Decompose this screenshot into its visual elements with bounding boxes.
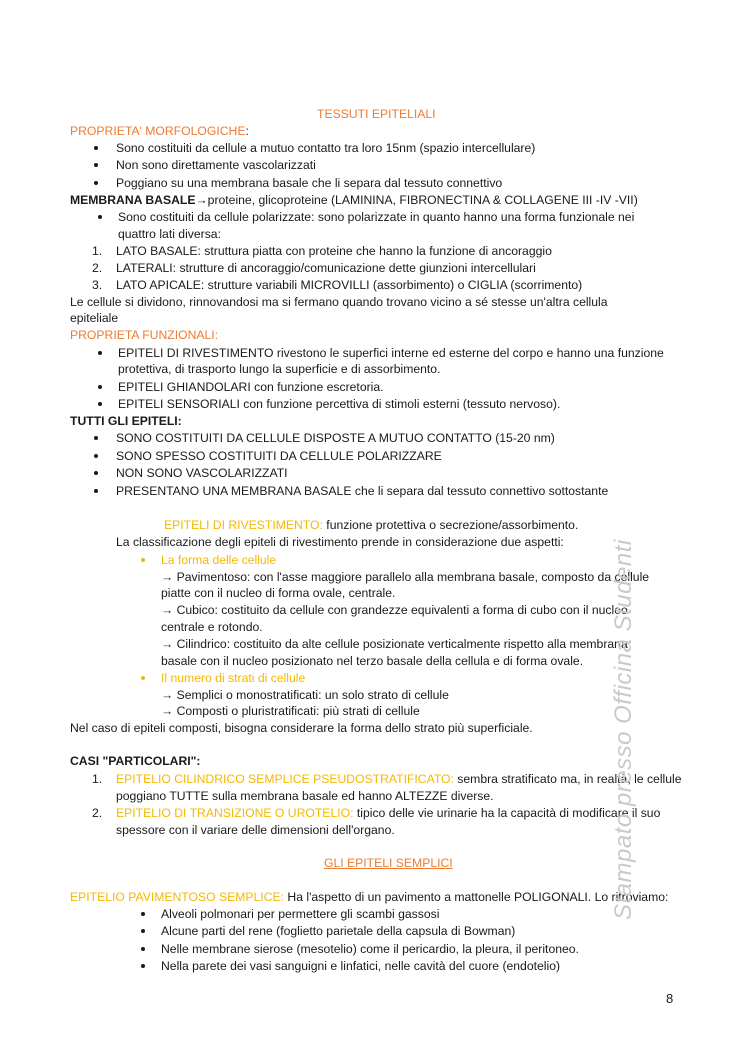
list-item-continued: quattro lati diversa:: [118, 227, 221, 241]
list-item: PRESENTANO UNA MEMBRANA BASALE che li separa dal tessuto connettivo sottostante: [116, 484, 609, 498]
rivest-heading-line: [164, 517, 578, 533]
bullet-icon: [94, 489, 98, 493]
casi-item: [116, 771, 682, 787]
membrana-line: [70, 192, 638, 208]
casi-item-continued: spessore con il variare delle dimensioni dell'organo.: [116, 823, 395, 837]
bullet-icon: [94, 471, 98, 475]
sub-item: → Cilindrico: costituito da alte cellule posizionate verticalmente rispetto alla membrana: [161, 637, 628, 651]
bullet-icon: [98, 402, 102, 406]
list-item: EPITELI DI RIVESTIMENTO rivestono le superfici interne ed esterne del corpo e hanno una funzione: [118, 346, 664, 360]
strati-label: Il numero di strati di cellule: [161, 671, 306, 685]
list-item: Alcune parti del rene (foglietto parietale della capsula di Bowman): [161, 924, 516, 938]
bullet-icon: [94, 436, 98, 440]
page-number: 8: [666, 991, 674, 1006]
membrana-text: proteine, glicoproteine (LAMININA, FIBRONECTINA & COLLAGENE III -IV -VII): [207, 193, 638, 207]
bullet-icon: [141, 929, 145, 933]
sub-item: → Composti o pluristratificati: più strati di cellule: [161, 704, 420, 718]
bullet-icon: [141, 912, 145, 916]
numbered-item: LATO BASALE: struttura piatta con proteine che hanno la funzione di ancoraggio: [116, 244, 552, 258]
rivest-heading: EPITELI DI RIVESTIMENTO:: [164, 518, 323, 532]
casi-text: sembra stratificato ma, in realtà, le cellule: [453, 772, 682, 786]
forma-label: La forma delle cellule: [161, 553, 277, 567]
bullet-icon: [141, 676, 145, 680]
casi-heading: CASI "PARTICOLARI":: [70, 754, 201, 768]
list-item: EPITELI GHIANDOLARI con funzione escretoria.: [118, 380, 384, 394]
list-item: EPITELI SENSORIALI con funzione percettiva di stimoli esterni (tessuto nervoso).: [118, 397, 561, 411]
casi-label: EPITELIO CILINDRICO SEMPLICE PSEUDOSTRATIFICATO:: [116, 772, 454, 786]
tutti-heading: TUTTI GLI EPITELI:: [70, 414, 182, 428]
paragraph: Nel caso di epiteli composti, bisogna considerare la forma dello strato più superficiale.: [70, 721, 533, 735]
bullet-icon: [94, 181, 98, 185]
bullet-icon: [141, 947, 145, 951]
bullet-icon: [94, 454, 98, 458]
list-number: 3.: [92, 278, 103, 292]
morph-heading: PROPRIETA' MORFOLOGICHE: [70, 124, 246, 138]
list-item: SONO COSTITUITI DA CELLULE DISPOSTE A MUTUO CONTATTO (15-20 nm): [116, 431, 555, 445]
casi-item: [116, 805, 660, 821]
list-item: Poggiano su una membrana basale che li separa dal tessuto connettivo: [116, 176, 503, 190]
numbered-item: LATERALI: strutture di ancoraggio/comunicazione dette giunzioni intercellulari: [116, 261, 536, 275]
list-item: Nella parete dei vasi sanguigni e linfatici, nelle cavità del cuore (endotelio): [161, 959, 561, 973]
bullet-icon: [94, 163, 98, 167]
paragraph: Le cellule si dividono, rinnovandosi ma si fermano quando trovano vicino a sé stesse un'altra cellula: [70, 295, 608, 309]
watermark: Stampato presso Officina Studenti: [610, 539, 637, 920]
list-number: 1.: [92, 772, 103, 786]
sub-item-continued: basale con il nucleo posizionato nel terzo basale della cellula e di forma ovale.: [161, 654, 584, 668]
sub-item-continued: centrale e rotondo.: [161, 620, 263, 634]
sub-item: → Semplici o monostratificati: un solo strato di cellule: [161, 688, 449, 702]
paragraph: La classificazione degli epiteli di rivestimento prende in considerazione due aspetti:: [116, 535, 564, 549]
pav-label: EPITELIO PAVIMENTOSO SEMPLICE:: [70, 890, 285, 904]
list-item: Nelle membrane sierose (mesotelio) come il pericardio, la pleura, il peritoneo.: [161, 942, 579, 956]
list-item: Alveoli polmonari per permettere gli scambi gassosi: [161, 907, 440, 921]
list-item: Non sono direttamente vascolarizzati: [116, 158, 316, 172]
semplici-heading: GLI EPITELI SEMPLICI: [324, 856, 453, 870]
sub-item-continued: piatte con il nucleo di forma ovale, centrale.: [161, 586, 396, 600]
page-title: TESSUTI EPITELIALI: [317, 107, 436, 121]
pav-text: Ha l'aspetto di un pavimento a mattonelle POLIGONALI. Lo ritroviamo:: [284, 890, 669, 904]
bullet-icon: [94, 146, 98, 150]
list-item: NON SONO VASCOLARIZZATI: [116, 466, 288, 480]
morph-heading-line: [70, 123, 249, 139]
morph-colon: :: [245, 124, 249, 138]
casi-item-continued: poggiano TUTTE sulla membrana basale ed hanno ALTEZZE diverse.: [116, 789, 494, 803]
bullet-icon: [141, 558, 145, 562]
bullet-icon: [98, 215, 102, 219]
list-number: 1.: [92, 244, 103, 258]
sub-item: → Pavimentoso: con l'asse maggiore parallelo alla membrana basale, composto da cellule: [161, 570, 650, 584]
list-number: 2.: [92, 806, 103, 820]
casi-text: tipico delle vie urinarie ha la capacità di modificare il suo: [353, 806, 661, 820]
pav-line: [70, 889, 668, 905]
casi-label: EPITELIO DI TRANSIZIONE O UROTELIO:: [116, 806, 354, 820]
rivest-heading-text: funzione protettiva o secrezione/assorbimento.: [322, 518, 579, 532]
list-item: SONO SPESSO COSTITUITI DA CELLULE POLARIZZARE: [116, 449, 442, 463]
bullet-icon: [98, 351, 102, 355]
bullet-icon: [98, 385, 102, 389]
list-item: Sono costituiti da cellule a mutuo contatto tra loro 15nm (spazio intercellulare): [116, 141, 536, 155]
numbered-item: LATO APICALE: strutture variabili MICROVILLI (assorbimento) o CIGLIA (scorrimento): [116, 278, 583, 292]
list-item: Sono costituiti da cellule polarizzate: sono polarizzate in quanto hanno una forma funzionale nei: [118, 210, 635, 224]
sub-item: → Cubico: costituito da cellule con grandezze equivalenti a forma di cubo con il nucleo: [161, 603, 628, 617]
list-number: 2.: [92, 261, 103, 275]
membrana-label: MEMBRANA BASALE: [70, 193, 196, 207]
arrow-icon: →: [195, 193, 208, 207]
funz-heading: PROPRIETA FUNZIONALI:: [70, 328, 219, 342]
list-item-continued: protettiva, di trasporto lungo la superficie e di assorbimento.: [118, 362, 441, 376]
paragraph: epiteliale: [70, 311, 119, 325]
bullet-icon: [141, 964, 145, 968]
